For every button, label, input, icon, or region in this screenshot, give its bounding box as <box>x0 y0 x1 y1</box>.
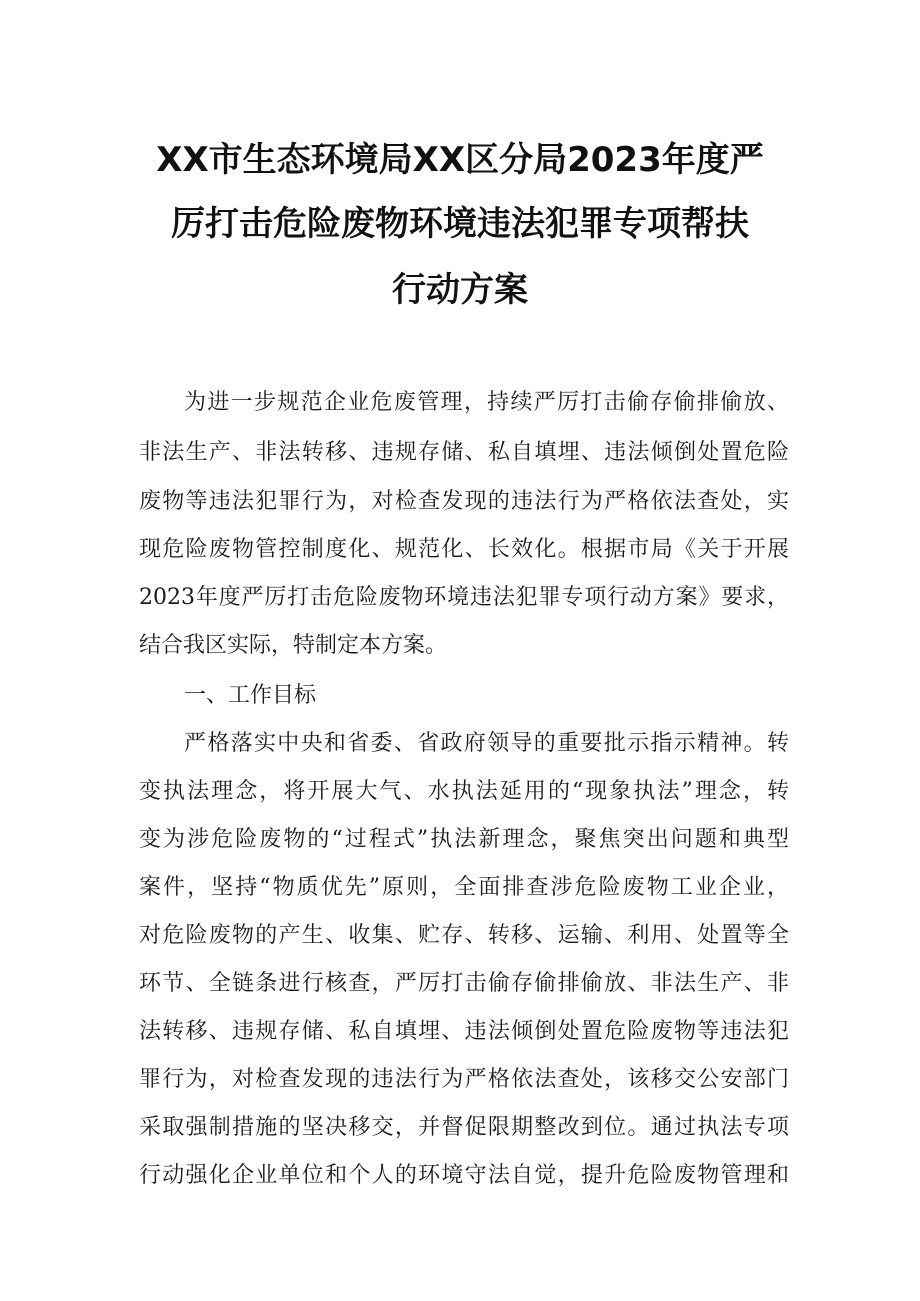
paragraph-2-line: 环节、全链条进行核查，严厉打击偷存偷排偷放、非法生产、非 <box>139 971 789 996</box>
paragraph-1-line: 结合我区实际，特制定本方案。 <box>139 633 448 658</box>
paragraph-2-line: 法转移、违规存储、私自填埋、违法倾倒处置危险废物等违法犯 <box>139 1019 789 1044</box>
document-title-line-3: 行动方案 <box>392 270 528 310</box>
document-title-line-1: XX市生态环境局XX区分局2023年度严 <box>156 140 764 180</box>
paragraph-1-line: 2023年度严厉打击危险废物环境违法犯罪专项行动方案》要求， <box>139 585 789 610</box>
paragraph-1-line: 废物等违法犯罪行为，对检查发现的违法行为严格依法查处，实 <box>139 489 789 514</box>
paragraph-2-line: 变为涉危险废物的“过程式”执法新理念，聚焦突出问题和典型 <box>139 827 789 852</box>
paragraph-1-line: 非法生产、非法转移、违规存储、私自填埋、违法倾倒处置危险 <box>139 440 789 465</box>
section-heading: 一、工作目标 <box>184 683 317 708</box>
paragraph-1-line: 为进一步规范企业危废管理，持续严厉打击偷存偷排偷放、 <box>184 390 789 415</box>
paragraph-2-line: 采取强制措施的坚决移交，并督促限期整改到位。通过执法专项 <box>139 1115 789 1140</box>
paragraph-2-line: 严格落实中央和省委、省政府领导的重要批示指示精神。转 <box>184 731 789 756</box>
paragraph-2-line: 对危险废物的产生、收集、贮存、转移、运输、利用、处置等全 <box>139 923 789 948</box>
paragraph-2-line: 变执法理念，将开展大气、水执法延用的“现象执法”理念，转 <box>139 779 789 804</box>
paragraph-1-line: 现危险废物管控制度化、规范化、长效化。根据市局《关于开展 <box>139 537 789 562</box>
document-title-line-2: 厉打击危险废物环境违法犯罪专项帮扶 <box>171 204 749 244</box>
paragraph-2-line: 案件，坚持“物质优先”原则，全面排查涉危险废物工业企业， <box>139 875 789 900</box>
paragraph-2-line: 行动强化企业单位和个人的环境守法自觉，提升危险废物管理和 <box>139 1163 789 1188</box>
paragraph-2-line: 罪行为，对检查发现的违法行为严格依法查处，该移交公安部门 <box>139 1067 789 1092</box>
